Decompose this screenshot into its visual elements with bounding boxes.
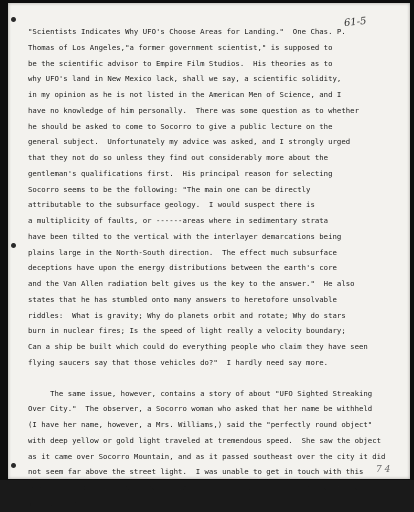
text-line: in my opinion as he is not listed in the American Men of Science, and I [28,90,342,99]
text-line: and the Van Allen radiation belt gives us the key to the answer." He also [28,279,355,288]
footer-mark: 7 4 [376,465,391,475]
text-line: gentleman's qualifications first. His principal reason for selecting [28,168,333,178]
text-line: woman, but according to Hanner, this did not have a trail. It seemed to be [28,483,359,492]
text-line: riddles: What is gravity; Why do planets orbit and rotate; Why do stars [28,310,346,320]
text-line: he should be asked to come to Socorro to give a public lecture on the [28,121,333,131]
text-line: plains large in the North-South direction. The effect much subsurface [28,247,337,257]
typewritten-body [28,24,400,512]
text-line: "Scientists Indicates Why UFO's Choose Areas for Landing." One Chas. P. [28,27,346,36]
text-line: that they not do so unless they find out considerably more about the [28,153,329,162]
text-line: burn in nuclear fires; Is the speed of light really a velocity boundary; [28,326,346,336]
text-line: have been tilted to the vertical with the interlayer demarcations being [28,231,342,241]
text-line: states that he has stumbled onto many answers to heretofore unsolvable [28,294,337,304]
text-line: The same issue, however, contains a story of about "UFO Sighted Streaking [28,388,373,398]
text-line: why UFO's land in New Mexico lack, shall we say, a scientific solidity, [28,74,342,84]
text-line: deceptions have upon the energy distributions between the earth's core [28,263,337,273]
text-line: with deep yellow or gold light traveled at tremendous speed. She saw the object [28,435,382,445]
text-line: Can a ship be built which could do everything people who claim they have seen [28,342,368,351]
text-line: not seem far above the street light. I was unable to get in touch with this [28,467,364,477]
text-line: just a light. [28,498,86,508]
text-line: (I have her name, however, a Mrs. Williams,) said the "perfectly round object" [28,420,373,429]
binder-hole [11,243,16,248]
text-line: a multiplicity of faults, or ------areas where in sedimentary strata [28,216,329,225]
handwritten-page-number: 61-5 [343,15,367,30]
text-line: Over City." The observer, a Socorro woman who asked that her name be withheld [28,404,373,414]
text-line: attributable to the subsurface geology. I would suspect there is [28,200,315,210]
text-line: be the scientific advisor to Empire Film Studios. His theories as to [28,58,333,68]
binder-hole [11,463,16,468]
text-line: Socorro seems to be the following: "The main one can be directly [28,184,311,194]
text-line: Thomas of Los Angeles,"a former government scientist," is supposed to [28,42,333,52]
text-line: flying saucers say that those vehicles do?" I hardly need say more. [28,357,329,367]
document-page [8,3,410,508]
text-line: have no knowledge of him personally. There was some question as to whether [28,105,359,115]
text-line: general subject. Unfortunately my advice was asked, and I strongly urged [28,137,351,147]
text-line: as it came over Socorro Mountain, and as it passed southeast over the city it did [28,451,386,461]
binder-hole [11,17,16,22]
paragraph-gap [28,371,400,386]
